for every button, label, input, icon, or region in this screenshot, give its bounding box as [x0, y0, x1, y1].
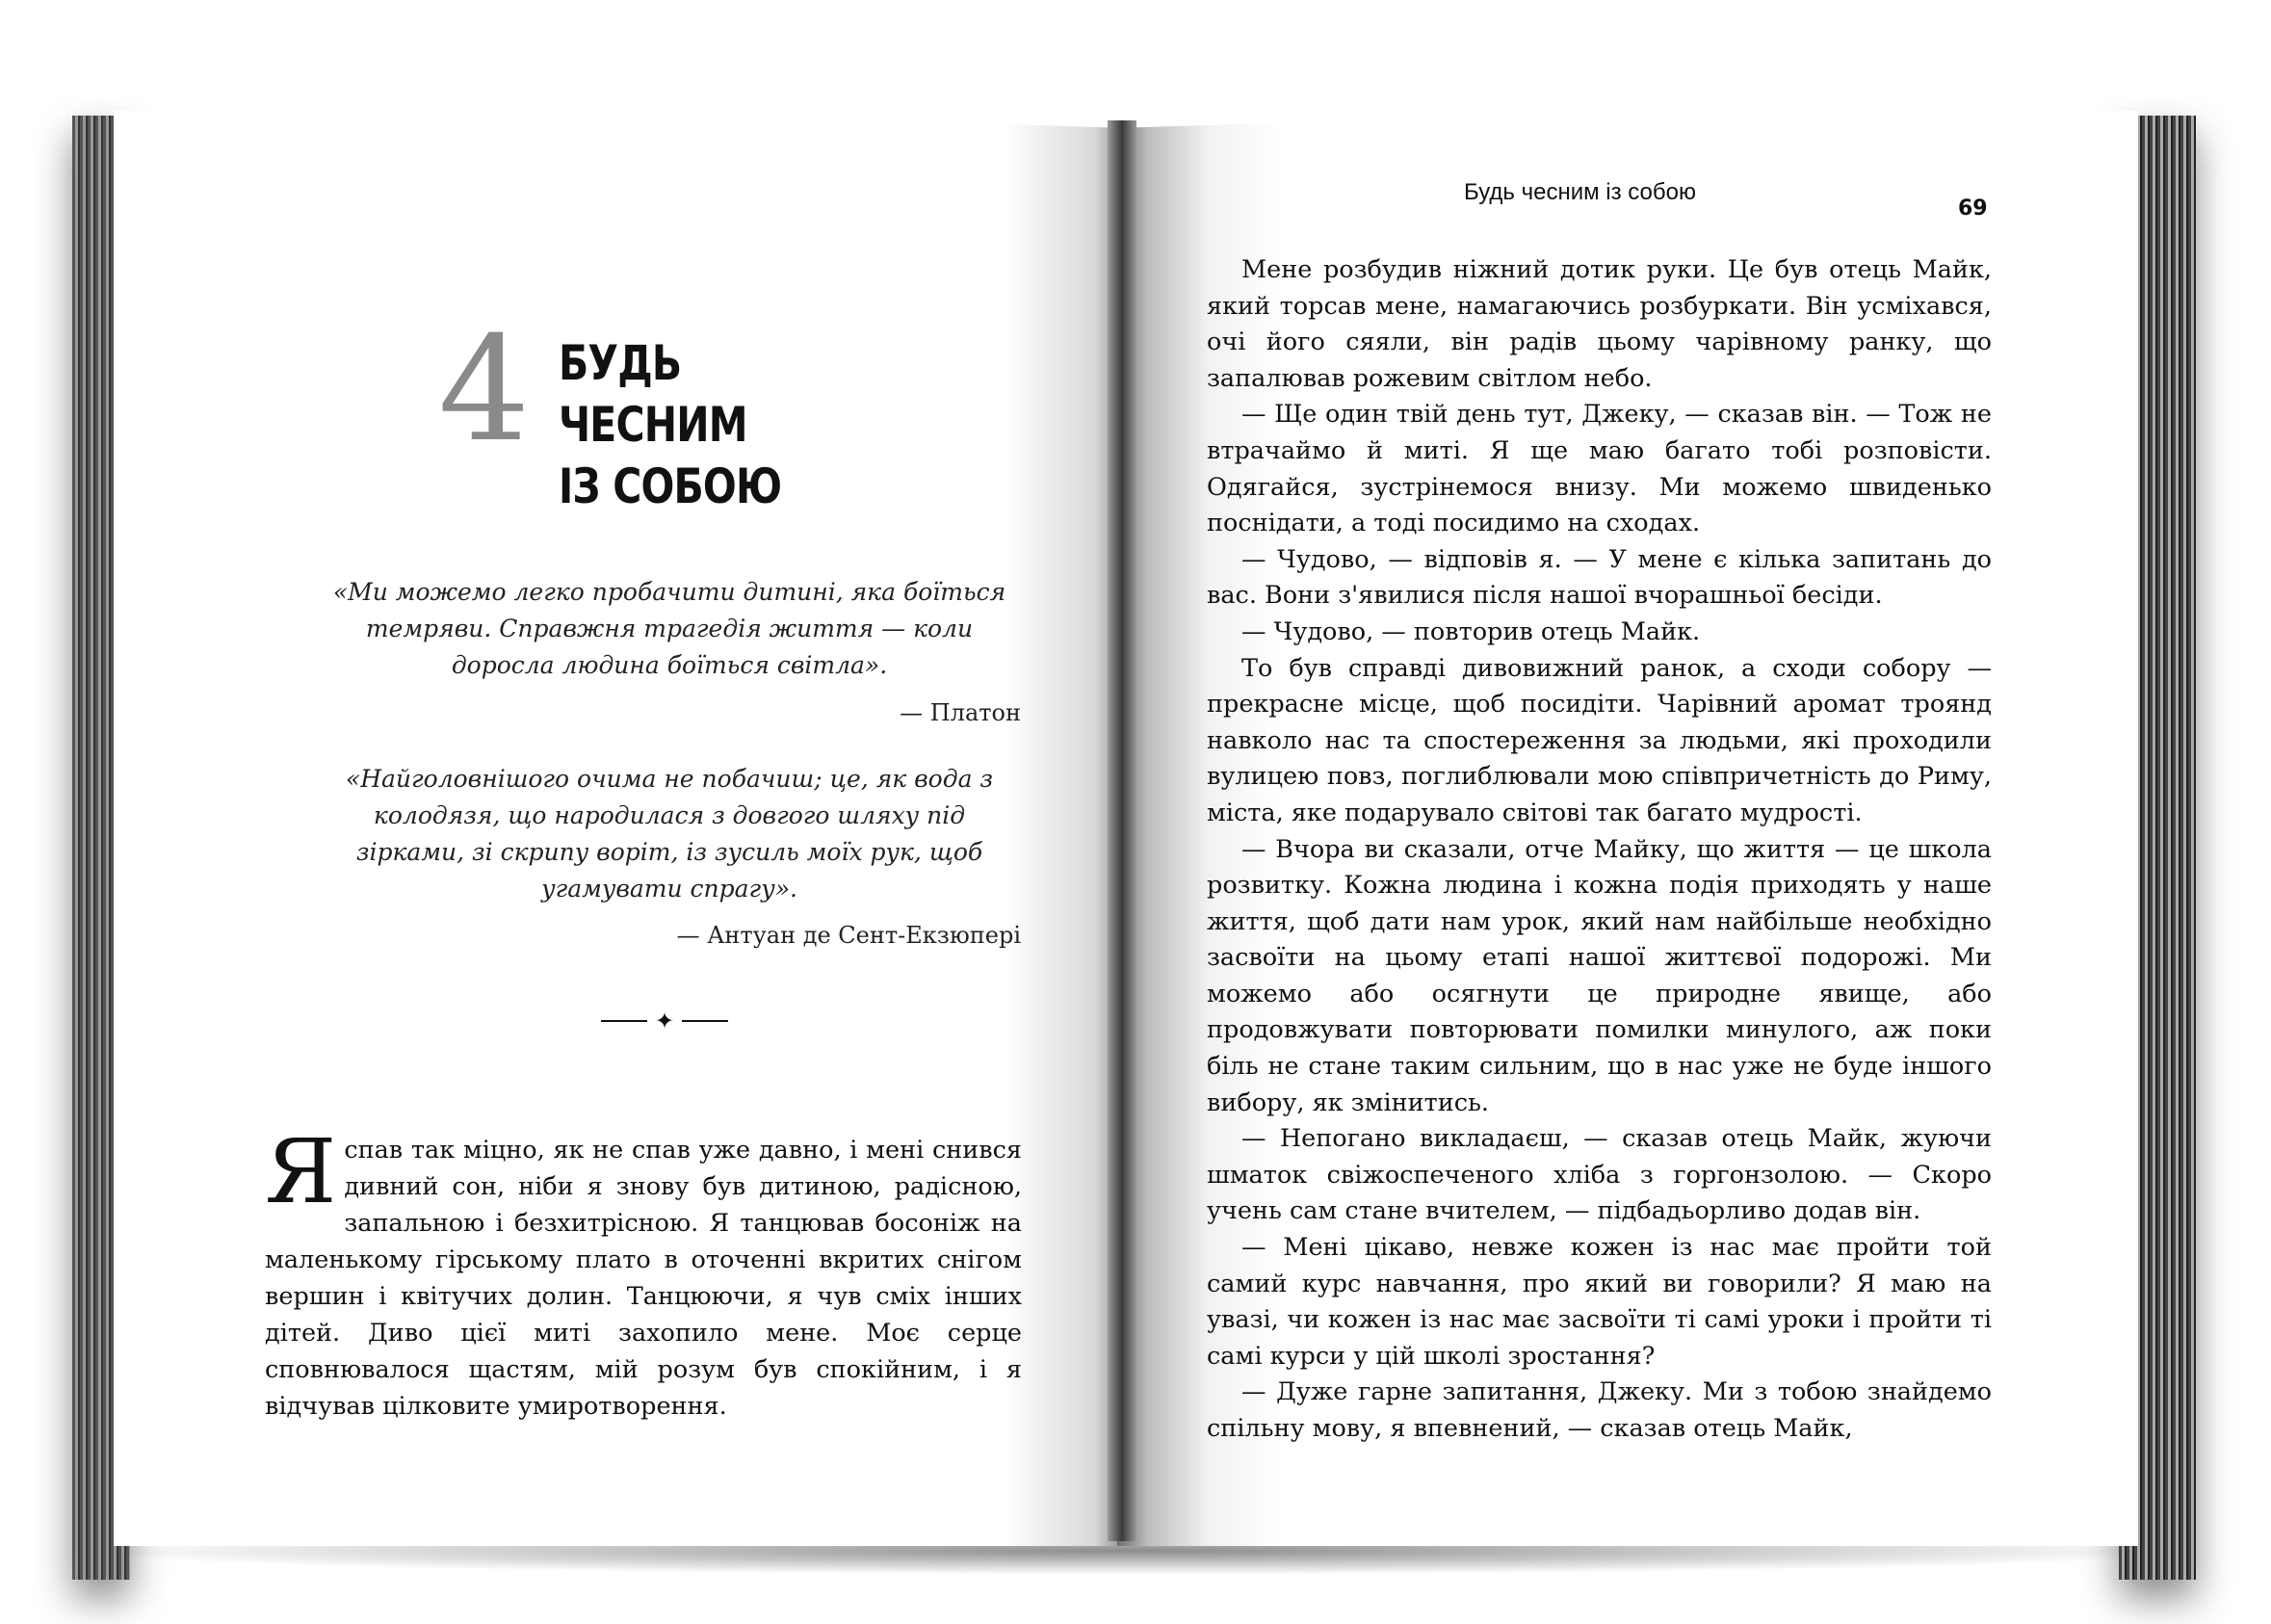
ornament-line-left	[601, 1020, 647, 1022]
epigraph-exupery: «Найголовнішого очима не побачиш; це, як вода з колодязя, що народилася з довгого шляху під зірками, зі скрипу воріт, із зусиль моїх рук, щоб угамувати спрагу».	[345, 765, 994, 903]
opening-paragraph	[265, 1120, 1022, 1425]
ornament-diamond-icon: ✦	[654, 1008, 675, 1035]
paragraph: — Чудово, — відповів я. — У мене є кілька запитань до вас. Вони з'явилися після нашої вчорашньої бесіди.	[1207, 544, 1992, 611]
paragraph: — Непогано викладаєш, — сказав отець Майк, жуючи шматок свіжоспеченого хліба з горгонзолою. — Скоро учень сам стане вчителем, — підбадьорливо додав він.	[1207, 1124, 1992, 1226]
chapter-title-line2: ІЗ СОБОЮ	[559, 458, 782, 514]
paragraph: — Мені цікаво, невже кожен із нас має пройти той самий курс навчання, про який ви говорили? Я маю на увазі, чи кожен із нас має засвоїти ті самі уроки і пройти ті самі курси у цій школі зростання?	[1207, 1233, 1992, 1371]
chapter-number: 4	[438, 306, 531, 474]
paragraph: — Чудово, — повторив отець Майк.	[1241, 616, 1701, 646]
page-number: 69	[1958, 196, 1988, 221]
opening-paragraph-text: спав так міцно, як не спав уже давно, і мені снився дивний сон, ніби я знову був дитиною, радісною, запальною і безхитрісною. Я танцював босоніж на маленькому гірському плато в оточенні вкритих снігом вершин і квітучих долин. Танцюючи, я чув сміх інших дітей. Диво цієї миті захопило мене. Моє серце сповнювалося щастям, мій розум був спокійним, і я відчував цілковите умиротворення.	[265, 1136, 1022, 1421]
left-body-text	[265, 1120, 1022, 1425]
paragraph: — Вчора ви сказали, отче Майку, що життя — це школа розвитку. Кожна людина і кожна подія приходять у наше життя, щоб дати нам урок, який нам найбільше необхідно засвоїти на цьому етапі нашої життєвої подорожі. Ми можемо або осягнути це природне явище, або продовжувати повторювати помилки минулого, аж поки біль не стане таким сильним, що в нас уже не буде іншого вибору, як змінитись.	[1207, 834, 1992, 1117]
section-ornament	[597, 1007, 732, 1035]
chapter-title-line1: БУДЬ ЧЕСНИМ	[559, 335, 747, 453]
right-body-text	[1207, 252, 1992, 1448]
paragraph: То був справді дивовижний ранок, а сходи собору — прекрасне місце, щоб посидіти. Чарівний аромат троянд навколо нас та спостереження за людьми, які проходили вулицею повз, поглиблювали мою співпричетність до Риму, міста, яке подарувало світові так багато мудрості.	[1207, 653, 1992, 827]
book-gutter	[1108, 120, 1136, 1541]
epigraph-exupery-attribution: — Антуан де Сент-Екзюпері	[676, 922, 1021, 949]
epigraph-plato: «Ми можемо легко пробачити дитині, яка боїться темряви. Справжня трагедія життя — коли доросла людина боїться світла».	[332, 578, 1006, 679]
drop-cap: Я	[265, 1120, 337, 1223]
epigraph-plato-attribution: — Платон	[900, 699, 1021, 726]
running-head: Будь чесним із собою	[1464, 179, 1696, 205]
chapter-title	[559, 332, 859, 517]
ornament-line-right	[682, 1020, 728, 1022]
paragraph: — Дуже гарне запитання, Джеку. Ми з тобою знайдемо спільну мову, я впевнений, — сказав отець Майк,	[1207, 1377, 1992, 1443]
paragraph: Мене розбудив ніжний дотик руки. Це був отець Майк, який торсав мене, намагаючись розбуркати. Він усміхався, очі його сяяли, він радів цьому чарівному ранку, що запалював рожевим світлом небо.	[1207, 255, 1992, 393]
paragraph: — Ще один твій день тут, Джеку, — сказав він. — Тож не втрачаймо й миті. Я ще маю багато тобі розповісти. Одягайся, зустрінемося внизу. Ми можемо швиденько поснідати, а тоді посидимо на сходах.	[1207, 400, 1992, 538]
